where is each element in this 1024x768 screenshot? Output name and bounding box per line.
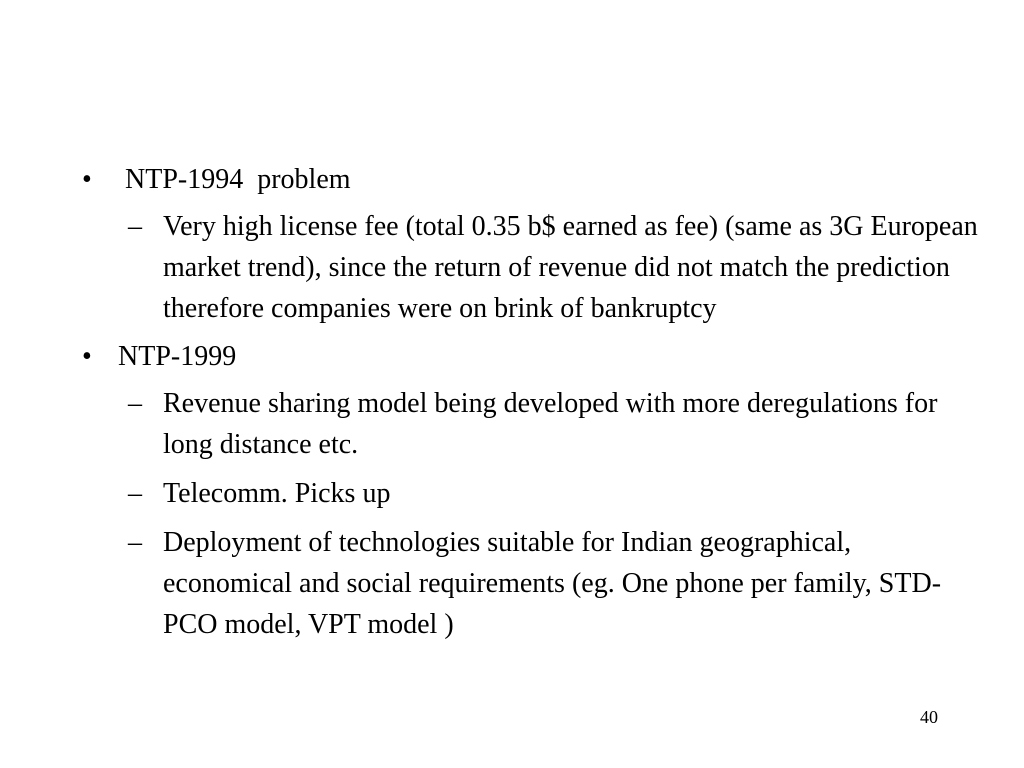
sub-bullet-text: Deployment of technologies suitable for Indian geographical, economical and social requirements (eg. One phone per family, STD-PCO model, VPT model ) xyxy=(163,527,942,640)
sub-bullet-item xyxy=(82,383,983,465)
bullet-text: NTP-1994 problem xyxy=(118,164,351,195)
sub-bullet-list xyxy=(82,383,982,645)
dash-icon: – xyxy=(128,388,142,419)
sub-bullet-text: Telecomm. Picks up xyxy=(163,478,391,509)
sub-bullet-item xyxy=(82,206,983,329)
bullet-text: NTP-1999 xyxy=(118,341,237,372)
bullet-icon: • xyxy=(82,164,92,195)
sub-bullet-text: Revenue sharing model being developed with more deregulations for long distance etc. xyxy=(163,388,938,460)
dash-icon: – xyxy=(128,211,142,242)
dash-icon: – xyxy=(128,527,142,558)
sub-bullet-text: Very high license fee (total 0.35 b$ earned as fee) (same as 3G European market trend), since the return of revenue did not match the prediction therefore companies were on brink of bankruptcy xyxy=(163,211,978,324)
sub-bullet-item xyxy=(82,473,983,514)
bullet-item-ntp-1994 xyxy=(82,160,982,200)
sub-bullet-list xyxy=(82,206,982,329)
bullet-item-ntp-1999 xyxy=(82,337,982,377)
bullet-icon: • xyxy=(82,341,92,372)
sub-bullet-item xyxy=(82,522,983,645)
slide-body xyxy=(82,160,982,653)
dash-icon: – xyxy=(128,478,142,509)
page-number: 40 xyxy=(920,707,938,727)
